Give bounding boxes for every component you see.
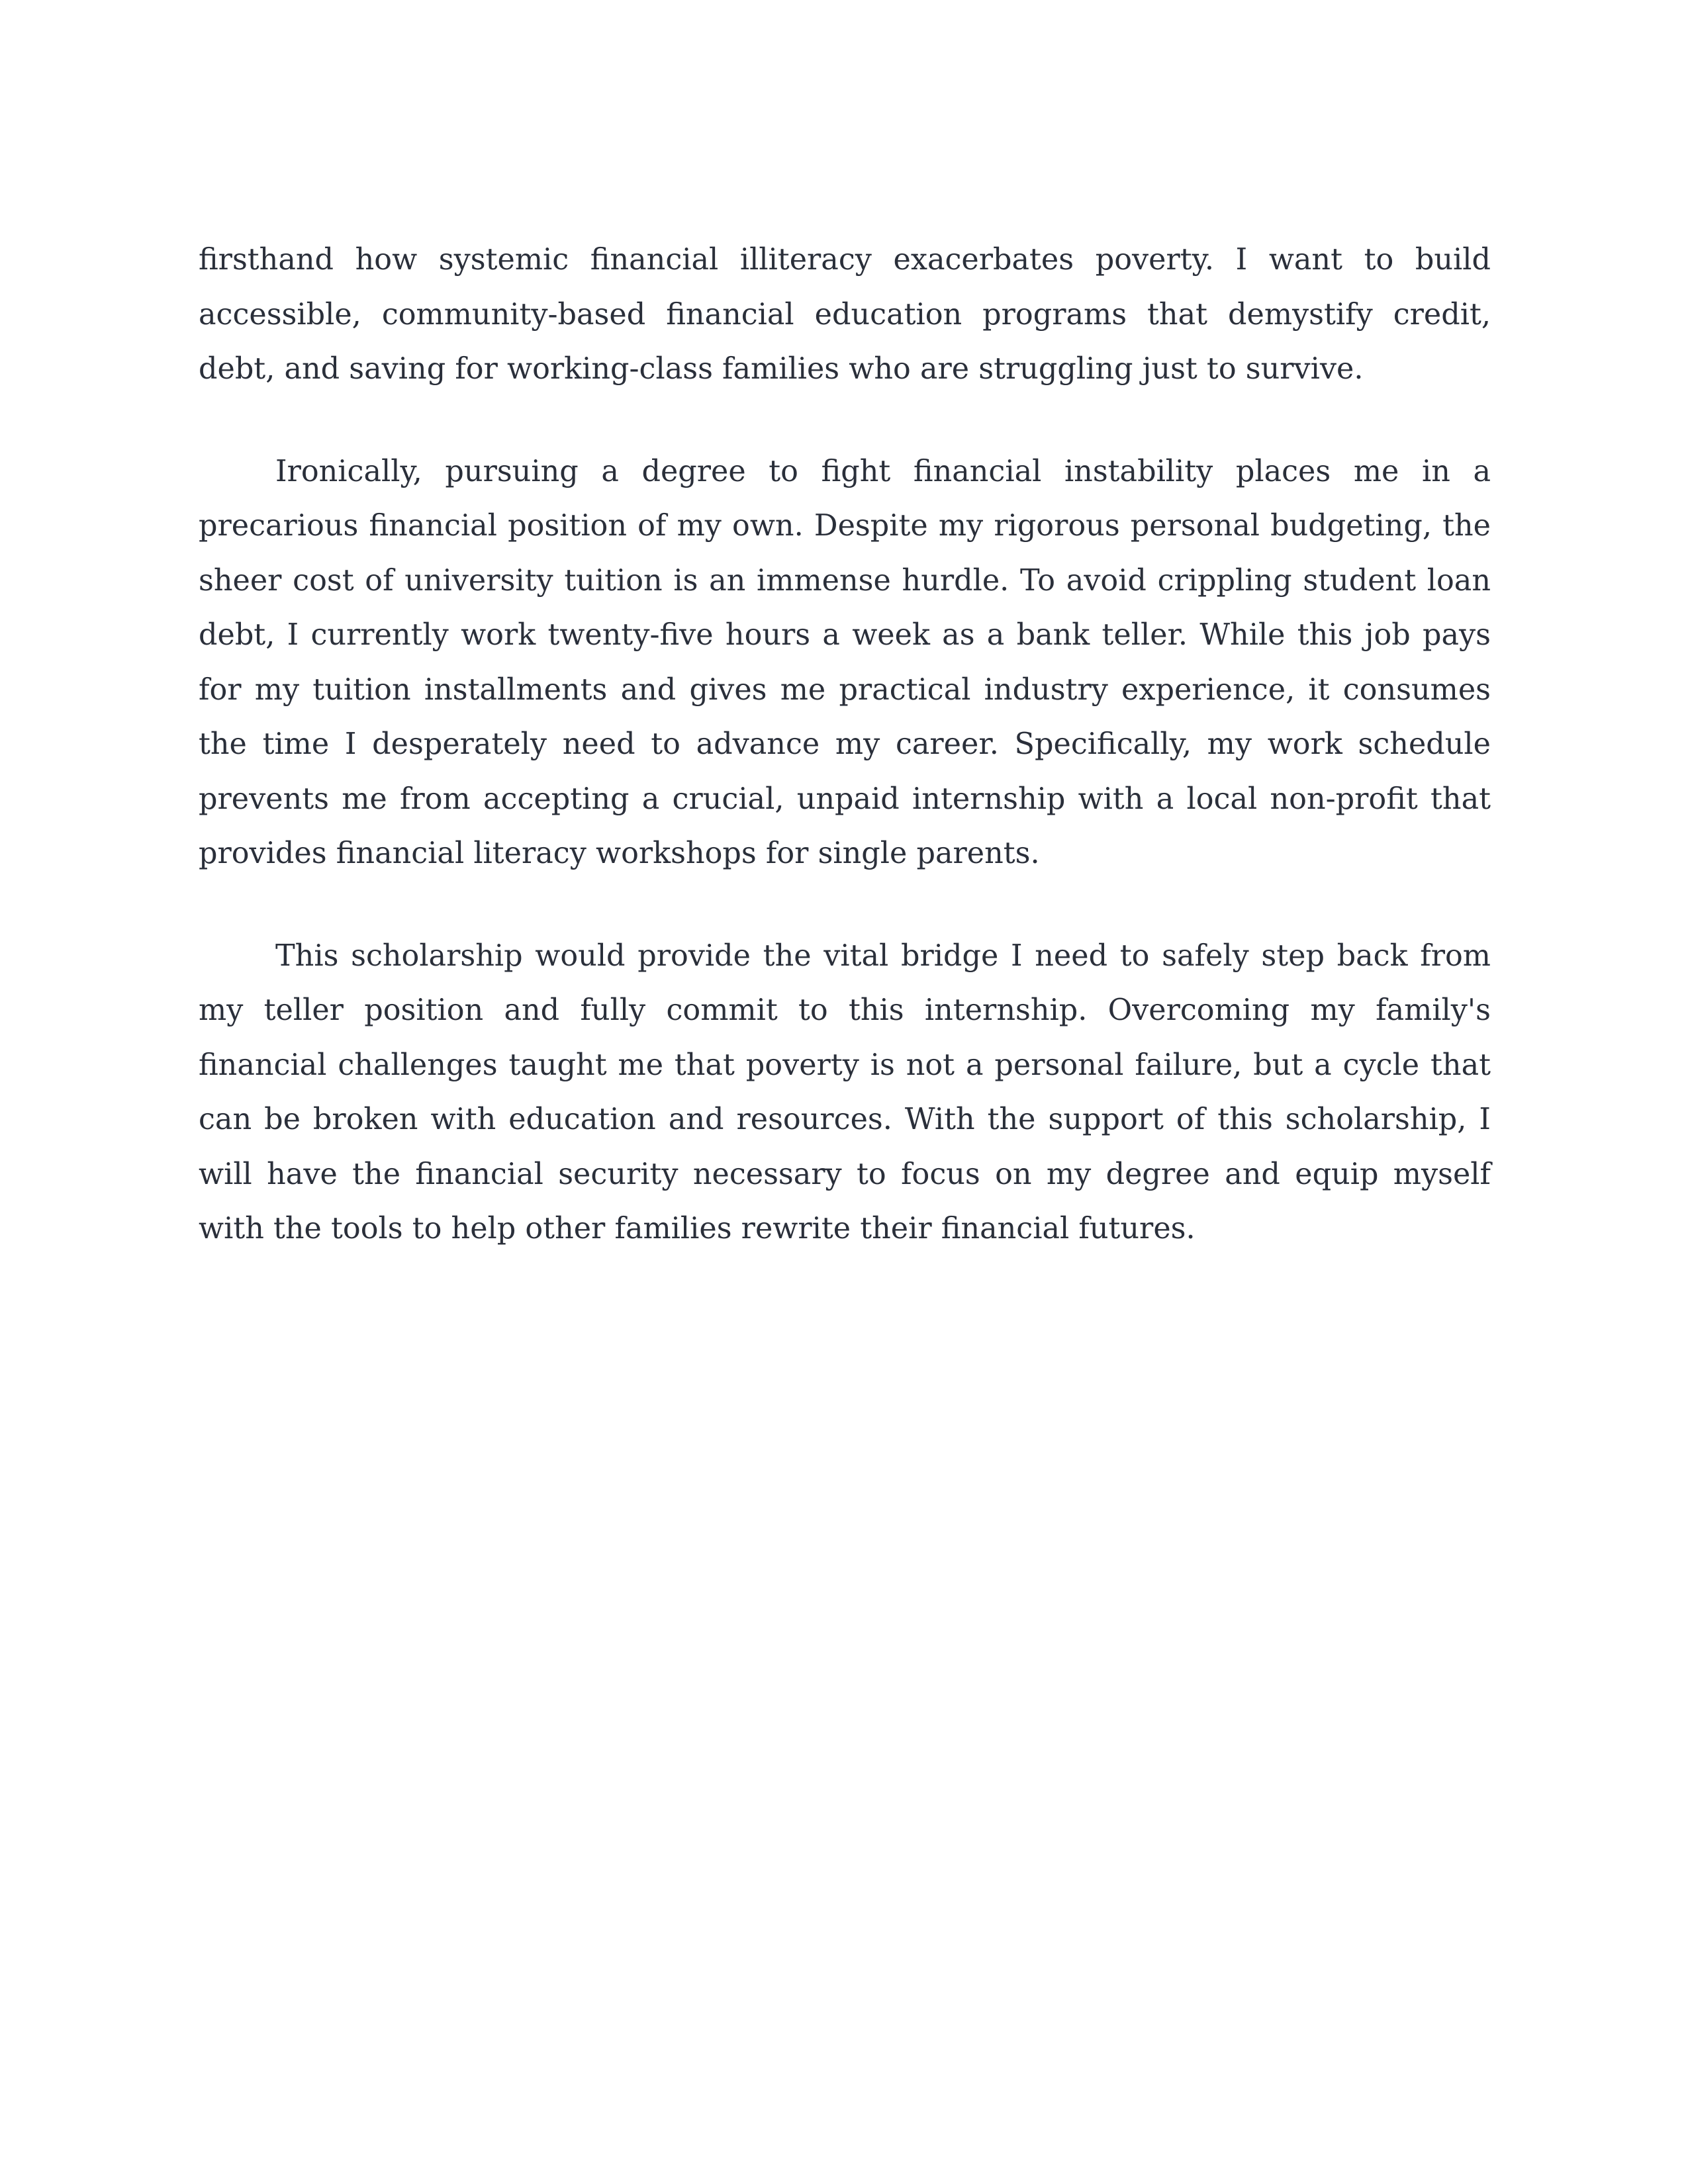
paragraph-continuation: firsthand how systemic financial illiteracy exacerbates poverty. I want to build accessible, community-based financial education programs that demystify credit, debt, and saving for working-class families who are struggling just to survive. bbox=[199, 243, 1491, 386]
paragraph-financial-position: Ironically, pursuing a degree to fight financial instability places me in a precarious financial position of my own. Despite my rigorous personal budgeting, the sheer cost of university tuition is an immense hurdle. To avoid crippling student loan debt, I currently work twenty-five hours a week as a bank teller. While this job pays for my tuition installments and gives me practical industry experience, it consumes the time I desperately need to advance my career. Specifically, my work schedule prevents me from accepting a crucial, unpaid internship with a local non-profit that provides financial literacy workshops for single parents. bbox=[199, 454, 1491, 870]
paragraph-scholarship-impact: This scholarship would provide the vital bridge I need to safely step back from my teller position and fully commit to this internship. Overcoming my family's financial challenges taught me that poverty is not a personal failure, but a cycle that can be broken with education and resources. With the support of this scholarship, I will have the financial security necessary to focus on my degree and equip myself with the tools to help other families rewrite their financial futures. bbox=[199, 938, 1491, 1246]
essay-body bbox=[199, 233, 1491, 1257]
